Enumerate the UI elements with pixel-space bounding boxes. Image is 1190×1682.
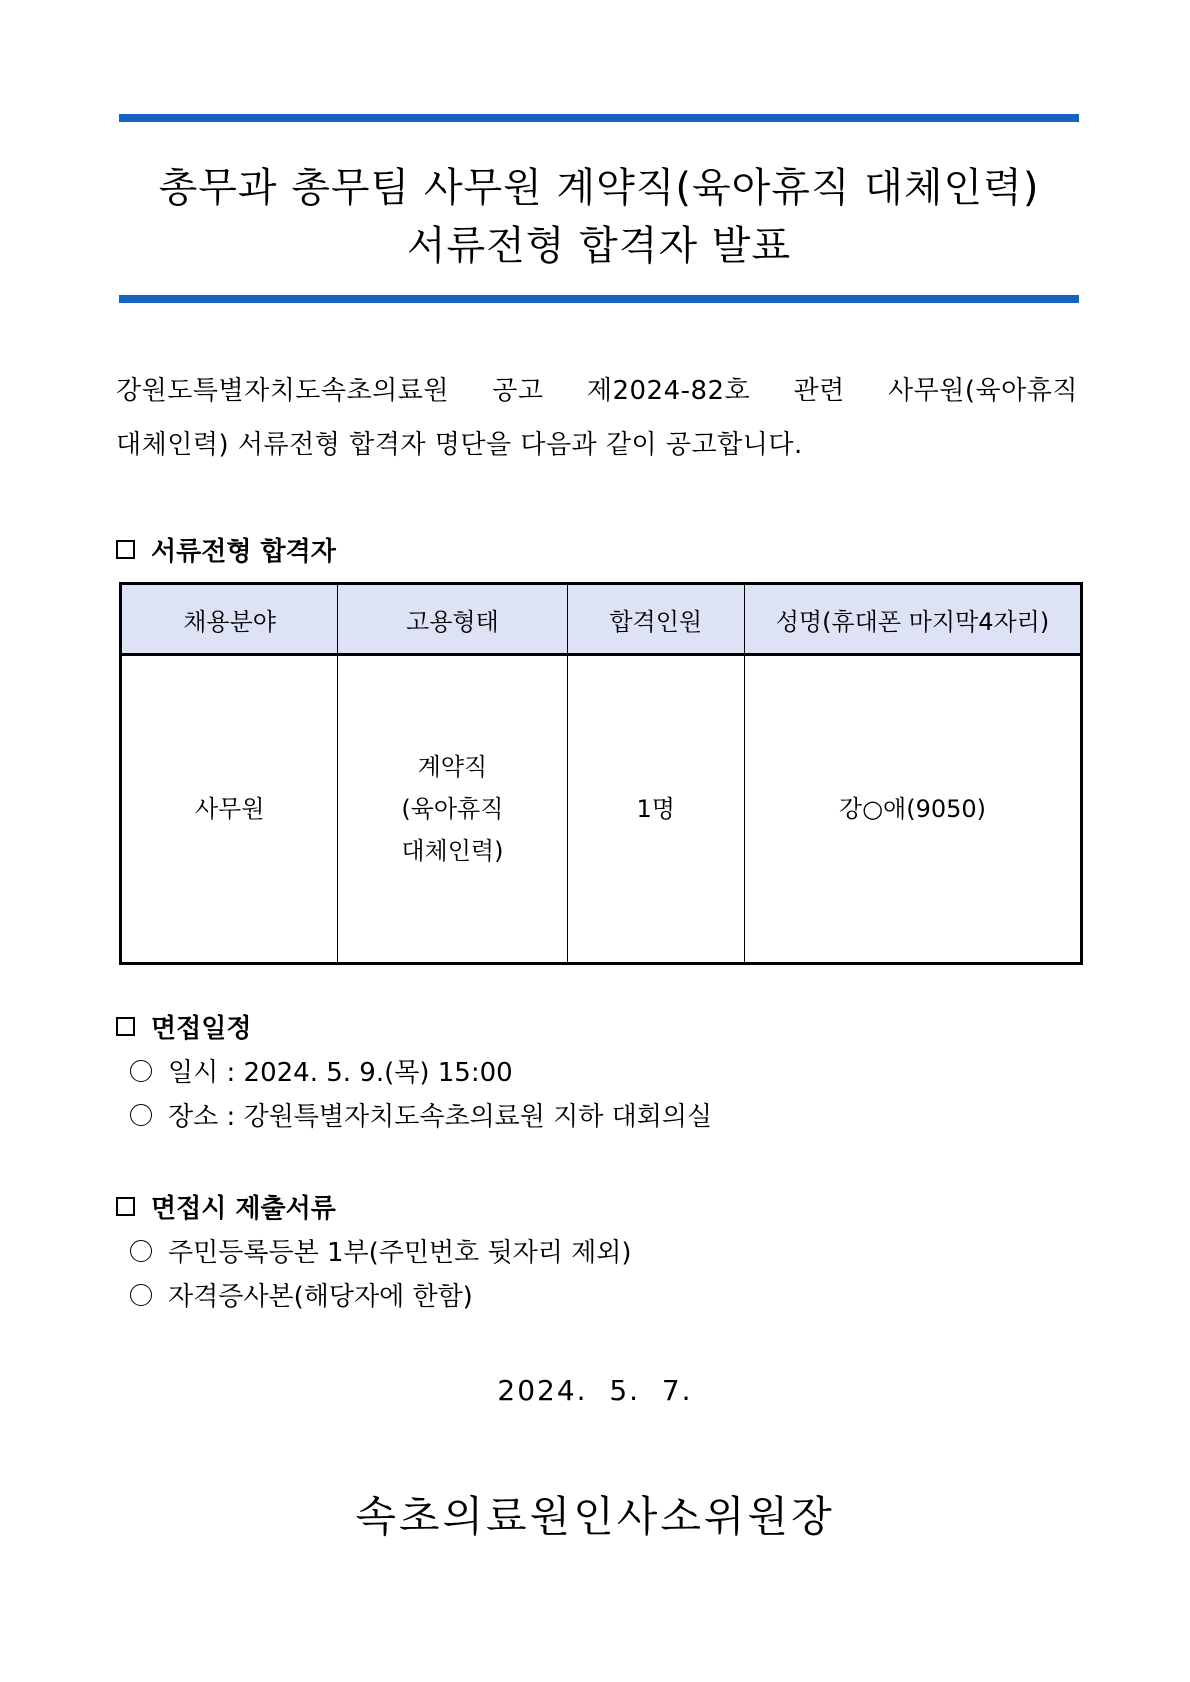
- cell-type-line2: (육아휴직: [401, 795, 504, 823]
- schedule-item-datetime: [130, 1052, 513, 1089]
- header-field: 채용분야: [121, 584, 338, 655]
- top-rule: [119, 114, 1079, 122]
- document-item-text: 자격증사본(해당자에 한함): [168, 1282, 473, 1312]
- signature: 속초의료원인사소위원장: [355, 1492, 835, 1541]
- section-schedule-heading: 면접일정: [151, 1014, 252, 1044]
- cell-type-line3: 대체인력): [401, 837, 504, 865]
- schedule-item-text: 일시 : 2024. 5. 9.(목) 15:00: [168, 1058, 513, 1088]
- intro-line1: 강원도특별자치도속초의료원 공고 제2024-82호 관련 사무원(육아휴직: [116, 376, 1078, 406]
- bottom-rule: [119, 295, 1079, 303]
- section-documents: [116, 1188, 336, 1225]
- page-title-line1: 총무과 총무팀 사무원 계약직(육아휴직 대체인력): [158, 165, 1040, 211]
- header-name: 성명(휴대폰 마지막4자리): [744, 584, 1081, 655]
- circle-bullet-icon: [130, 1284, 152, 1306]
- square-bullet-icon: [116, 1017, 135, 1036]
- square-bullet-icon: [116, 540, 135, 559]
- schedule-item-text: 장소 : 강원특별자치도속초의료원 지하 대회의실: [168, 1102, 713, 1132]
- section-documents-heading: 면접시 제출서류: [151, 1194, 336, 1224]
- schedule-item-location: [130, 1096, 712, 1133]
- result-table: [119, 582, 1083, 965]
- intro-paragraph: [116, 364, 1078, 472]
- document-item: [130, 1232, 631, 1269]
- circle-bullet-icon: [130, 1104, 152, 1126]
- circle-bullet-icon: [130, 1060, 152, 1082]
- header-count: 합격인원: [567, 584, 744, 655]
- cell-field: 사무원: [121, 655, 338, 964]
- cell-name: 강○애(9050): [744, 655, 1081, 964]
- cell-type: [338, 655, 567, 964]
- announcement-date: 2024. 5. 7.: [497, 1374, 693, 1407]
- section-schedule: [116, 1008, 251, 1045]
- cell-type-line1: 계약직: [417, 753, 488, 781]
- header-type: 고용형태: [338, 584, 567, 655]
- table-header-row: [121, 584, 1082, 655]
- document-item-text: 주민등록등본 1부(주민번호 뒷자리 제외): [168, 1238, 632, 1268]
- circle-bullet-icon: [130, 1240, 152, 1262]
- section-result: [116, 531, 336, 568]
- document-item: [130, 1276, 473, 1313]
- intro-line2: 대체인력) 서류전형 합격자 명단을 다음과 같이 공고합니다.: [116, 430, 803, 460]
- cell-count: 1명: [567, 655, 744, 964]
- page-title-line2: 서류전형 합격자 발표: [406, 223, 792, 269]
- table-row: [121, 655, 1082, 964]
- square-bullet-icon: [116, 1197, 135, 1216]
- section-result-heading: 서류전형 합격자: [151, 537, 336, 567]
